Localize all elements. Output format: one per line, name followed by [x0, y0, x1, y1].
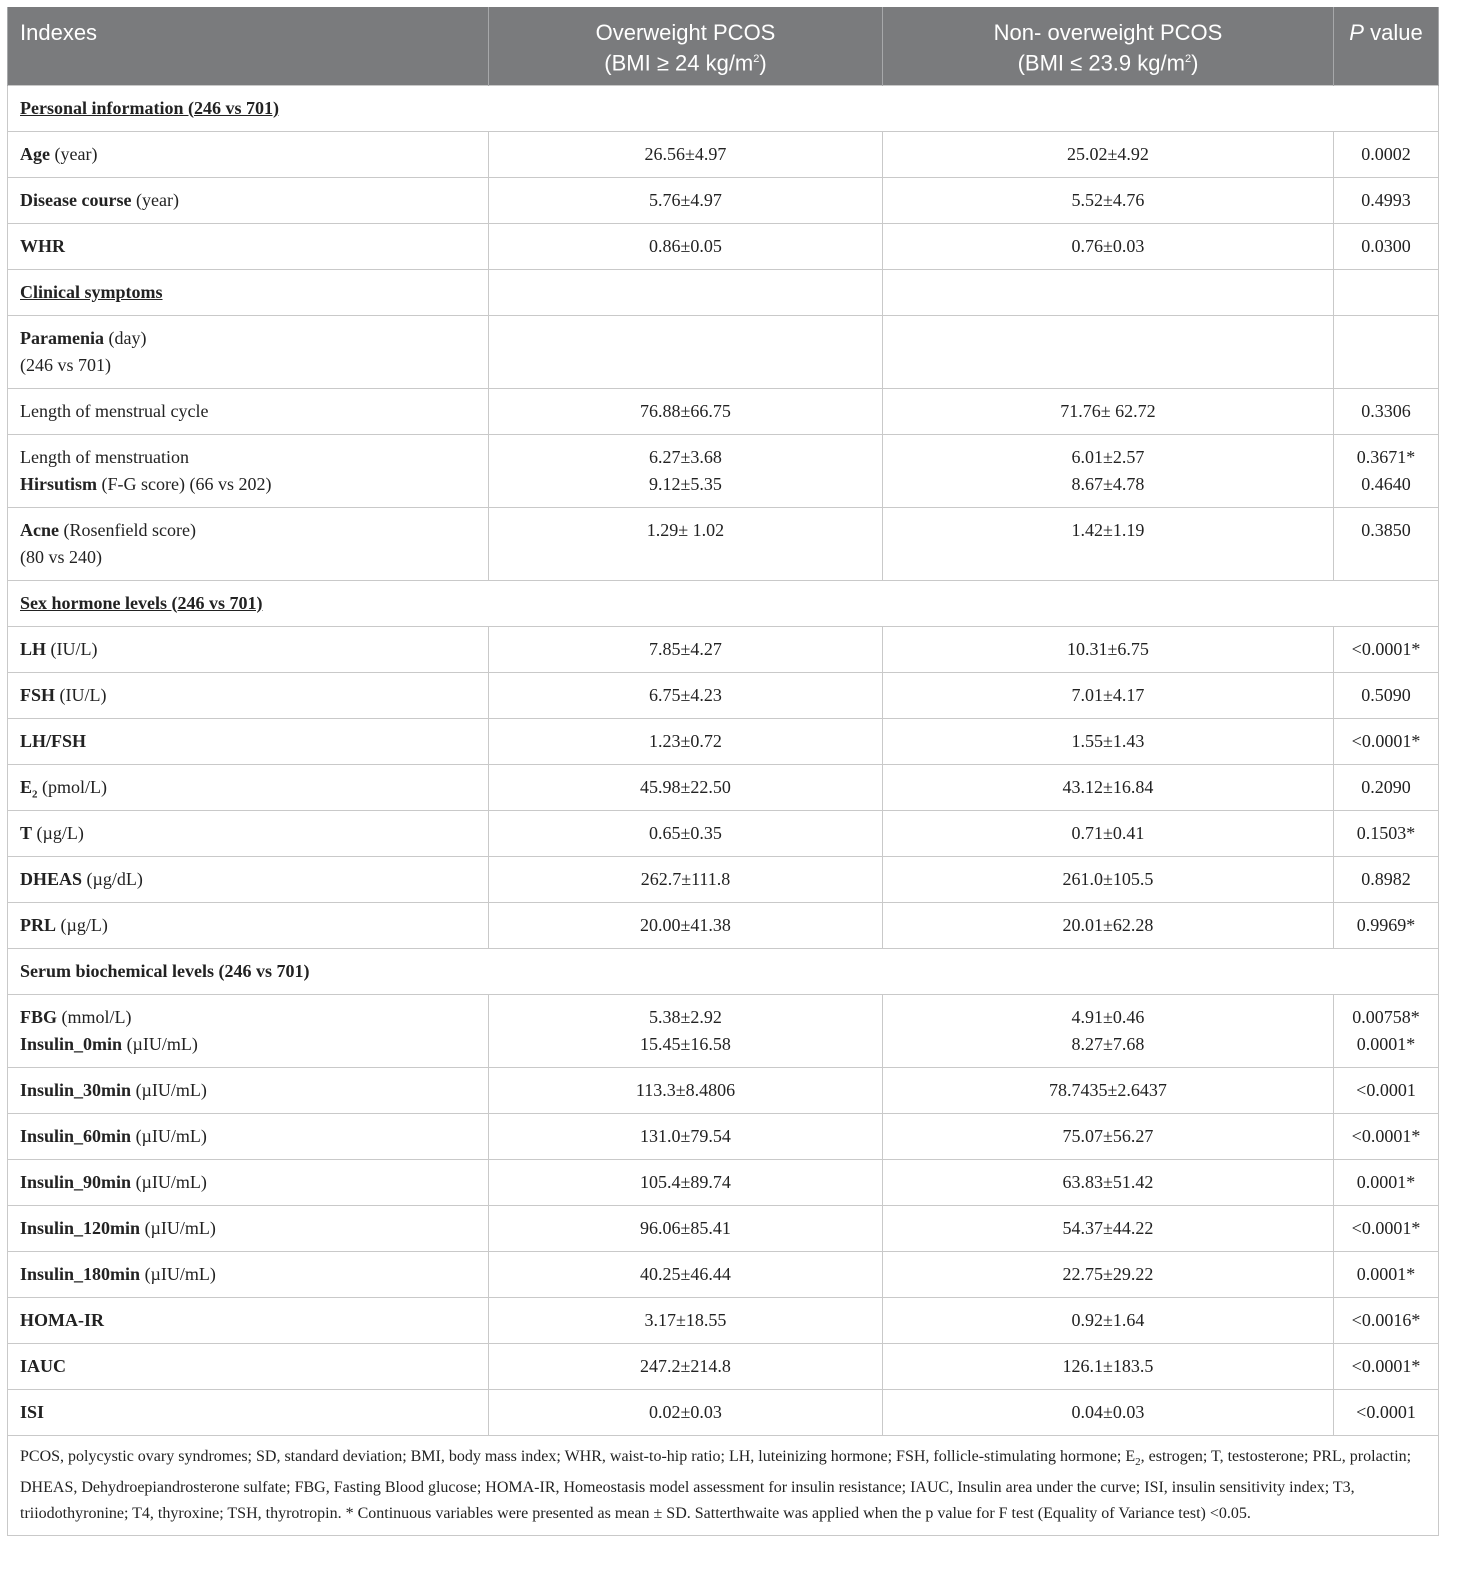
- overweight-value: 5.76±4.97: [489, 177, 883, 223]
- section-row-clinical: [8, 269, 1439, 315]
- table-row: [8, 315, 1439, 388]
- table-row: [8, 718, 1439, 764]
- table-row: [8, 1251, 1439, 1297]
- header-p-value: P value: [1334, 7, 1439, 85]
- table-row: [8, 672, 1439, 718]
- overweight-value: 40.25±46.44: [489, 1251, 883, 1297]
- table-container: [7, 7, 1438, 1536]
- table-row: [8, 131, 1439, 177]
- empty-cell: [883, 269, 1334, 315]
- row-label: Length of menstrual cycle: [8, 388, 489, 434]
- non-overweight-value: 20.01±62.28: [883, 902, 1334, 948]
- p-value: 0.0300: [1334, 223, 1439, 269]
- table-row: [8, 177, 1439, 223]
- header-overweight-line1: Overweight PCOS: [595, 20, 776, 45]
- row-label: ISI: [8, 1389, 489, 1435]
- p-value: 0.2090: [1334, 764, 1439, 810]
- row-label: Acne (Rosenfield score) (80 vs 240): [8, 507, 489, 580]
- table-row: [8, 902, 1439, 948]
- overweight-value: 26.56±4.97: [489, 131, 883, 177]
- data-table: [7, 7, 1439, 1536]
- section-title: Clinical symptoms: [8, 269, 489, 315]
- overweight-value: 20.00±41.38: [489, 902, 883, 948]
- table-row: [8, 810, 1439, 856]
- table-row: [8, 1297, 1439, 1343]
- p-value: <0.0001*: [1334, 1205, 1439, 1251]
- non-overweight-value: 0.04±0.03: [883, 1389, 1334, 1435]
- overweight-value: 5.38±2.92 15.45±16.58: [489, 994, 883, 1067]
- table-row: [8, 1205, 1439, 1251]
- non-overweight-value: 1.55±1.43: [883, 718, 1334, 764]
- table-row: [8, 626, 1439, 672]
- overweight-value: 6.27±3.68 9.12±5.35: [489, 434, 883, 507]
- header-non-overweight: [883, 7, 1334, 85]
- non-overweight-value: 6.01±2.57 8.67±4.78: [883, 434, 1334, 507]
- overweight-value: 105.4±89.74: [489, 1159, 883, 1205]
- empty-cell: [489, 315, 883, 388]
- overweight-value: 96.06±85.41: [489, 1205, 883, 1251]
- p-value: 0.3850: [1334, 507, 1439, 580]
- row-label: DHEAS (µg/dL): [8, 856, 489, 902]
- non-overweight-value: 43.12±16.84: [883, 764, 1334, 810]
- header-overweight: [489, 7, 883, 85]
- p-value: 0.9969*: [1334, 902, 1439, 948]
- header-overweight-line2: (BMI ≥ 24 $kg/m^2$): [604, 50, 767, 76]
- overweight-value: 262.7±111.8: [489, 856, 883, 902]
- row-label: Disease course (year): [8, 177, 489, 223]
- table-row: [8, 1159, 1439, 1205]
- non-overweight-value: 4.91±0.46 8.27±7.68: [883, 994, 1334, 1067]
- non-overweight-value: 54.37±44.22: [883, 1205, 1334, 1251]
- overweight-value: 247.2±214.8: [489, 1343, 883, 1389]
- overweight-value: 113.3±8.4806: [489, 1067, 883, 1113]
- table-row: [8, 1067, 1439, 1113]
- overweight-value: 1.23±0.72: [489, 718, 883, 764]
- p-value: 0.4993: [1334, 177, 1439, 223]
- p-value: 0.0002: [1334, 131, 1439, 177]
- table-row: [8, 388, 1439, 434]
- overweight-value: 7.85±4.27: [489, 626, 883, 672]
- row-label: Insulin_30min (µIU/mL): [8, 1067, 489, 1113]
- row-label: Length of menstruation Hirsutism (F-G score) (66 vs 202): [8, 434, 489, 507]
- p-value: 0.0001*: [1334, 1159, 1439, 1205]
- row-label: Age (year): [8, 131, 489, 177]
- p-value: 0.00758* 0.0001*: [1334, 994, 1439, 1067]
- non-overweight-value: 0.76±0.03: [883, 223, 1334, 269]
- row-label: WHR: [8, 223, 489, 269]
- p-value: <0.0001*: [1334, 1113, 1439, 1159]
- row-label: LH/FSH: [8, 718, 489, 764]
- section-row-sex-hormones: [8, 580, 1439, 626]
- row-label: Paramenia (day) (246 vs 701): [8, 315, 489, 388]
- p-value: 0.3306: [1334, 388, 1439, 434]
- header-indexes: Indexes: [8, 7, 489, 85]
- row-label: Insulin_120min (µIU/mL): [8, 1205, 489, 1251]
- non-overweight-value: 75.07±56.27: [883, 1113, 1334, 1159]
- overweight-value: 1.29± 1.02: [489, 507, 883, 580]
- non-overweight-value: 7.01±4.17: [883, 672, 1334, 718]
- p-value: <0.0001*: [1334, 718, 1439, 764]
- row-label: LH (IU/L): [8, 626, 489, 672]
- non-overweight-value: 1.42±1.19: [883, 507, 1334, 580]
- p-value: <0.0001*: [1334, 1343, 1439, 1389]
- table-header: [8, 7, 1439, 85]
- table-row: [8, 1389, 1439, 1435]
- overweight-value: 0.86±0.05: [489, 223, 883, 269]
- table-row: [8, 994, 1439, 1067]
- p-value: 0.1503*: [1334, 810, 1439, 856]
- overweight-value: 45.98±22.50: [489, 764, 883, 810]
- non-overweight-value: 25.02±4.92: [883, 131, 1334, 177]
- non-overweight-value: 5.52±4.76: [883, 177, 1334, 223]
- header-non-overweight-line2: (BMI ≤ 23.9 $kg/m^2$): [1017, 50, 1199, 76]
- overweight-value: 0.02±0.03: [489, 1389, 883, 1435]
- row-label: T (µg/L): [8, 810, 489, 856]
- p-value: <0.0001: [1334, 1067, 1439, 1113]
- table-row: [8, 434, 1439, 507]
- table-row: [8, 1113, 1439, 1159]
- row-label: Insulin_180min (µIU/mL): [8, 1251, 489, 1297]
- footnote-row: [8, 1435, 1439, 1535]
- p-value: 0.0001*: [1334, 1251, 1439, 1297]
- empty-cell: [489, 269, 883, 315]
- row-label: HOMA-IR: [8, 1297, 489, 1343]
- row-label: FSH (IU/L): [8, 672, 489, 718]
- section-title: Sex hormone levels (246 vs 701): [8, 580, 1439, 626]
- empty-cell: [1334, 269, 1439, 315]
- non-overweight-value: 22.75±29.22: [883, 1251, 1334, 1297]
- row-label: Insulin_60min (µIU/mL): [8, 1113, 489, 1159]
- row-label: Insulin_90min (µIU/mL): [8, 1159, 489, 1205]
- overweight-value: 6.75±4.23: [489, 672, 883, 718]
- overweight-value: 0.65±0.35: [489, 810, 883, 856]
- row-label: FBG (mmol/L) Insulin_0min (µIU/mL): [8, 994, 489, 1067]
- table-footnote: PCOS, polycystic ovary syndromes; SD, standard deviation; BMI, body mass index; WHR, waist-to-hip ratio; LH, luteinizing hormone; FSH, follicle-stimulating hormone; $E_2$, estrogen; T, testosterone; PRL, prolactin; DHEAS, Dehydroepiandrosterone sulfate; FBG, Fasting Blood glucose; HOMA-IR, Homeostasis model assessment for insulin resistance; IAUC, Insulin area under the curve; ISI, insulin sensitivity index; T3, triiodothyronine; T4, thyroxine; TSH, thyrotropin. * Continuous variables were presented as mean ± SD. Satterthwaite was applied when the p value for F test (Equality of Variance test) <0.05.: [8, 1435, 1439, 1535]
- section-row-personal: [8, 85, 1439, 131]
- non-overweight-value: 261.0±105.5: [883, 856, 1334, 902]
- overweight-value: 131.0±79.54: [489, 1113, 883, 1159]
- section-row-serum: [8, 948, 1439, 994]
- p-value: 0.8982: [1334, 856, 1439, 902]
- non-overweight-value: 71.76± 62.72: [883, 388, 1334, 434]
- non-overweight-value: 63.83±51.42: [883, 1159, 1334, 1205]
- non-overweight-value: 10.31±6.75: [883, 626, 1334, 672]
- overweight-value: 3.17±18.55: [489, 1297, 883, 1343]
- p-value: <0.0001: [1334, 1389, 1439, 1435]
- section-title: Personal information (246 vs 701): [8, 85, 1439, 131]
- row-label: $E_2$ (pmol/L): [8, 764, 489, 810]
- row-label: PRL (µg/L): [8, 902, 489, 948]
- table-row: [8, 764, 1439, 810]
- row-label: IAUC: [8, 1343, 489, 1389]
- empty-cell: [883, 315, 1334, 388]
- empty-cell: [1334, 315, 1439, 388]
- non-overweight-value: 126.1±183.5: [883, 1343, 1334, 1389]
- p-value: 0.3671* 0.4640: [1334, 434, 1439, 507]
- section-title: Serum biochemical levels (246 vs 701): [8, 948, 1439, 994]
- non-overweight-value: 78.7435±2.6437: [883, 1067, 1334, 1113]
- overweight-value: 76.88±66.75: [489, 388, 883, 434]
- table-row: [8, 1343, 1439, 1389]
- header-non-overweight-line1: Non- overweight PCOS: [993, 20, 1223, 45]
- table-row: [8, 856, 1439, 902]
- p-value: <0.0016*: [1334, 1297, 1439, 1343]
- non-overweight-value: 0.92±1.64: [883, 1297, 1334, 1343]
- table-row: [8, 507, 1439, 580]
- p-value: 0.5090: [1334, 672, 1439, 718]
- table-row: [8, 223, 1439, 269]
- p-value: <0.0001*: [1334, 626, 1439, 672]
- non-overweight-value: 0.71±0.41: [883, 810, 1334, 856]
